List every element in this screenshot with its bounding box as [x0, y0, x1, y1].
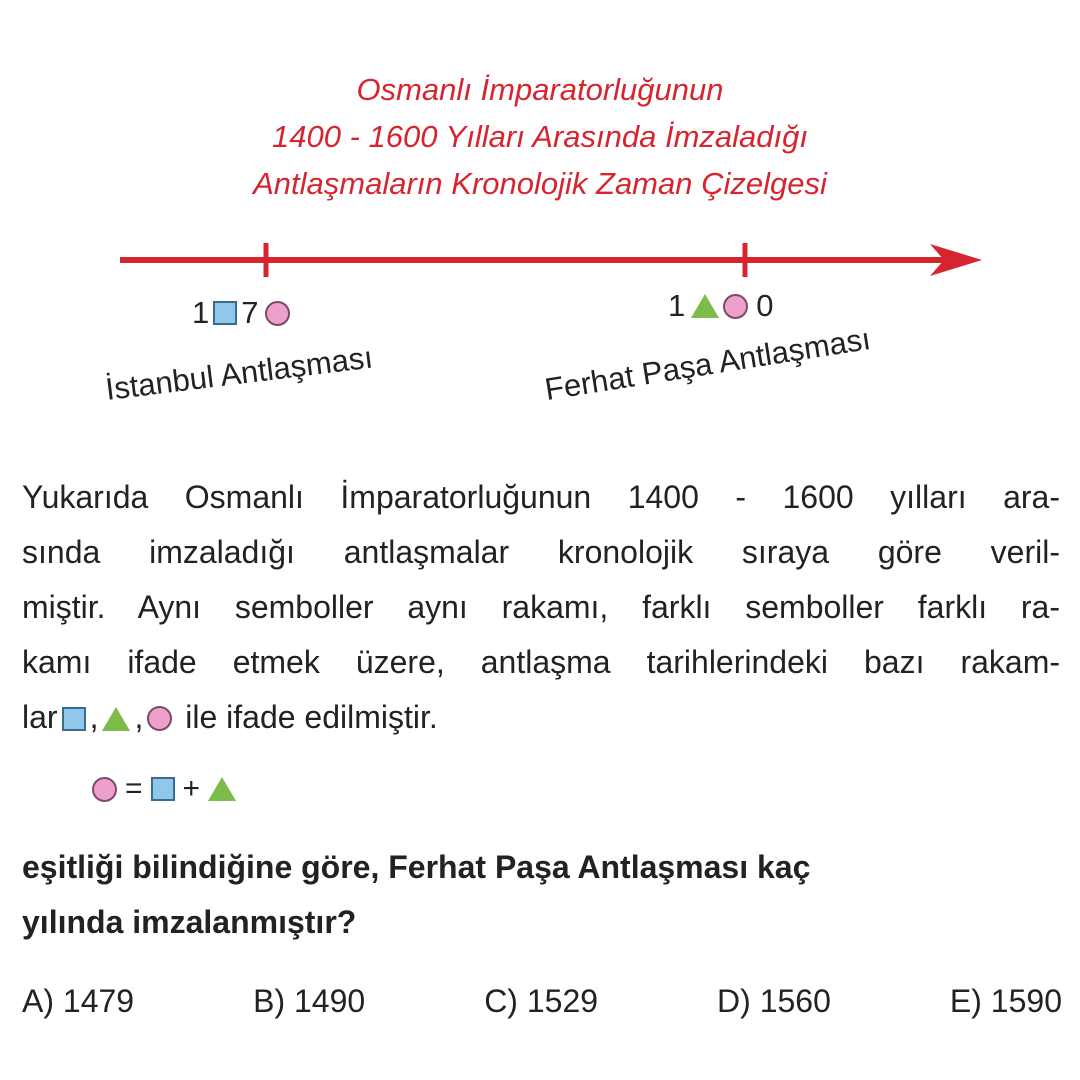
timeline-arrow [0, 0, 1080, 300]
ferhat-digit-1: 1 [668, 288, 686, 323]
option-c[interactable]: C) 1529 [484, 983, 599, 1019]
ferhat-date [668, 288, 774, 324]
comma: , [134, 699, 144, 735]
circle-symbol-icon [265, 301, 290, 326]
paragraph-line-5-suffix: ile ifade edilmiştir. [185, 699, 438, 735]
paragraph-line-4: kamı ifade etmek üzere, antlaşma tarihlerindeki bazı rakam- [22, 644, 1060, 680]
square-symbol-icon [213, 301, 237, 325]
symbol-equation [92, 772, 236, 806]
question-text [22, 840, 1062, 950]
option-e[interactable]: E) 1590 [949, 983, 1062, 1019]
paragraph-line-5 [22, 690, 1060, 745]
answer-options [22, 983, 1062, 1020]
ferhat-treaty-name: Ferhat Paşa Antlaşması [542, 320, 873, 408]
istanbul-digit-1: 1 [192, 295, 210, 330]
circle-symbol-icon [147, 706, 172, 731]
paragraph-line-2: sında imzaladığı antlaşmalar kronolojik sıraya göre veril- [22, 534, 1060, 570]
triangle-symbol-icon [102, 707, 130, 731]
title-line-2: 1400 - 1600 Yılları Arasında İmzaladığı [272, 119, 808, 154]
title-line-3: Antlaşmaların Kronolojik Zaman Çizelgesi [253, 166, 827, 201]
triangle-symbol-icon [691, 294, 719, 318]
istanbul-treaty-name: İstanbul Antlaşması [103, 339, 375, 408]
ferhat-digit-0: 0 [756, 288, 774, 323]
paragraph-line-3: miştir. Aynı semboller aynı rakamı, farklı semboller farklı ra- [22, 589, 1060, 625]
paragraph-line-5-prefix: lar [22, 699, 58, 735]
paragraph-line-1: Yukarıda Osmanlı İmparatorluğunun 1400 - 1600 yılları ara- [22, 479, 1060, 515]
option-a[interactable]: A) 1479 [22, 983, 135, 1019]
istanbul-digit-7: 7 [241, 295, 259, 330]
plus-sign: + [182, 772, 201, 805]
equals-sign: = [125, 772, 143, 805]
question-line-2: yılında imzalanmıştır? [22, 904, 357, 940]
title-line-1: Osmanlı İmparatorluğunun [356, 72, 724, 107]
square-symbol-icon [151, 777, 175, 801]
triangle-symbol-icon [208, 777, 236, 801]
question-stem [22, 470, 1060, 745]
option-b[interactable]: B) 1490 [253, 983, 366, 1019]
question-line-1: eşitliği bilindiğine göre, Ferhat Paşa Antlaşması kaç [22, 849, 811, 885]
istanbul-date [192, 295, 290, 331]
square-symbol-icon [62, 707, 86, 731]
comma: , [89, 699, 99, 735]
circle-symbol-icon [92, 777, 117, 802]
circle-symbol-icon [723, 294, 748, 319]
option-d[interactable]: D) 1560 [717, 983, 831, 1019]
